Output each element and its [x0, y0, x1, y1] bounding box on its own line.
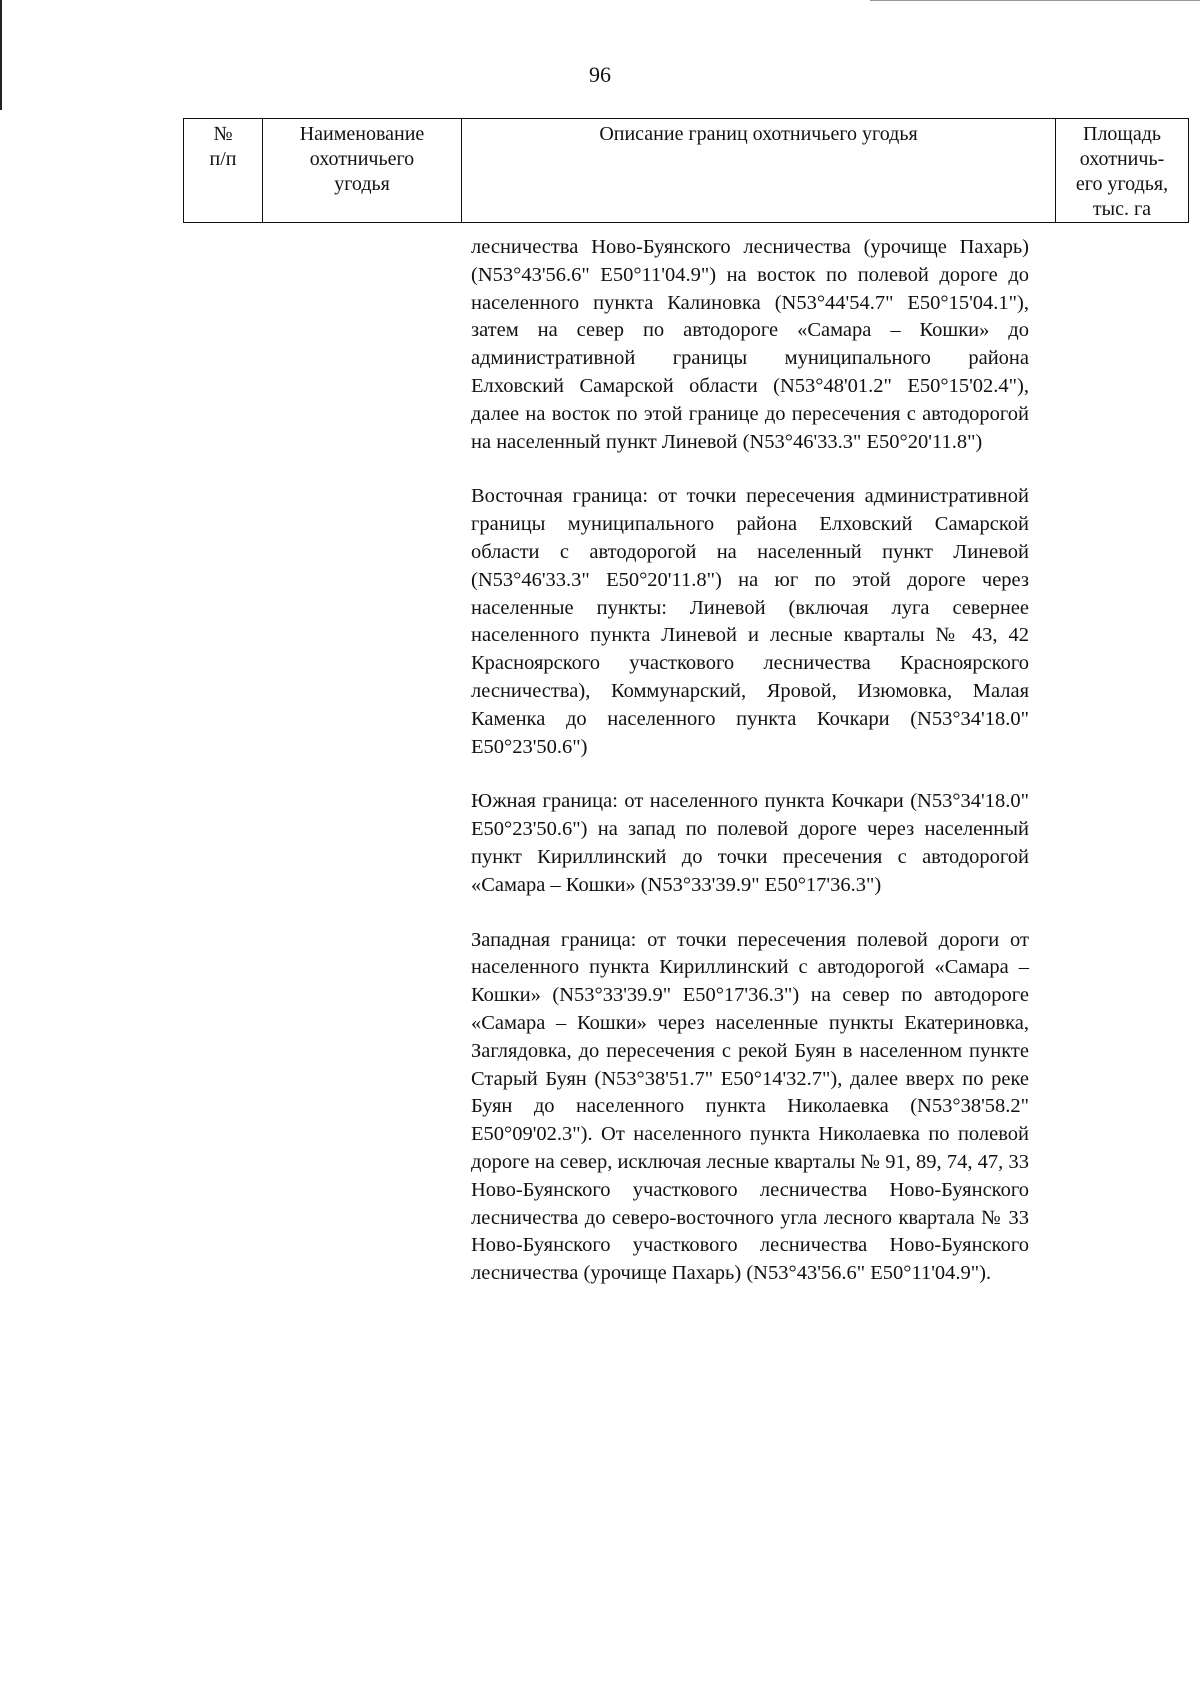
table-header-row	[184, 119, 1189, 223]
header-area-line: Площадь	[1083, 123, 1161, 145]
western-boundary-paragraph: Западная граница: от точки пересечения полевой дороги от населенного пункта Кириллинский с автодорогой «Самара – Кошки» (N53°33'39.9" E50°17'36.3") на север по автодороге «Самара – Кошки» через населенные пункты Екатериновка, Заглядовка, до пересечения с рекой Буян в населенном пункте Старый Буян (N53°38'51.7" E50°14'32.7"), далее вверх по реке Буян до населенного пункта Николаевка (N53°38'58.2" E50°09'02.3"). От населенного пункта Николаевка по полевой дороге на север, исключая лесные кварталы № 91, 89, 74, 47, 33 Ново-Буянского участкового лесничества Ново-Буянского лесничества до северо-восточного угла лесного квартала № 33 Ново-Буянского участкового лесничества Ново-Буянского лесничества (урочище Пахарь) (N53°43'56.6" E50°11'04.9").	[471, 928, 1029, 1285]
header-number-line: №	[213, 123, 233, 145]
header-number-line: п/п	[209, 148, 237, 170]
scan-edge-left	[0, 0, 2, 110]
header-cell-number	[184, 119, 263, 223]
eastern-boundary-paragraph: Восточная граница: от точки пересечения административной границы муниципального района Елховский Самарской области с автодорогой на населенный пункт Линевой (N53°46'33.3" E50°20'11.8") на юг по этой дороге через населенные пункты: Линевой (включая луга севернее населенного пункта Линевой и лесные кварталы № 43, 42 Красноярского участкового лесничества Красноярского лесничества), Коммунарский, Яровой, Изюмовка, Малая Каменка до населенного пункта Кочкари (N53°34'18.0" E50°23'50.6")	[471, 485, 1029, 758]
table-header	[183, 118, 1189, 223]
header-description-line: Описание границ охотничьего угодья	[599, 123, 918, 145]
header-area-line: тыс. га	[1092, 198, 1152, 220]
header-area-line: его угодья,	[1075, 173, 1169, 195]
boundary-description	[471, 234, 1029, 1315]
header-cell-name	[263, 119, 462, 223]
page-number: 96	[589, 62, 611, 87]
header-name-line: Наименование	[299, 123, 425, 145]
header-name-line: угодья	[334, 173, 390, 195]
scan-edge-top	[870, 0, 1200, 1]
description-continuation-paragraph: лесничества Ново-Буянского лесничества (урочище Пахарь) (N53°43'56.6" E50°11'04.9") на восток по полевой дороге до населенного пункта Калиновка (N53°44'54.7" E50°15'04.1"), затем на север по автодороге «Самара – Кошки» до административной границы муниципального района Елховский Самарской области (N53°48'01.2" E50°15'02.4"), далее на восток по этой границе до пересечения с автодорогой на населенный пункт Линевой (N53°46'33.3" E50°20'11.8")	[471, 236, 1029, 453]
header-cell-area	[1056, 119, 1189, 223]
header-cell-description	[462, 119, 1056, 223]
header-area-line: охотничь-	[1079, 148, 1165, 170]
header-name-line: охотничьего	[309, 148, 415, 170]
southern-boundary-paragraph: Южная граница: от населенного пункта Кочкари (N53°34'18.0" E50°23'50.6") на запад по полевой дороге через населенный пункт Кириллинский до точки пресечения с автодорогой «Самара – Кошки» (N53°33'39.9" E50°17'36.3")	[471, 790, 1029, 896]
